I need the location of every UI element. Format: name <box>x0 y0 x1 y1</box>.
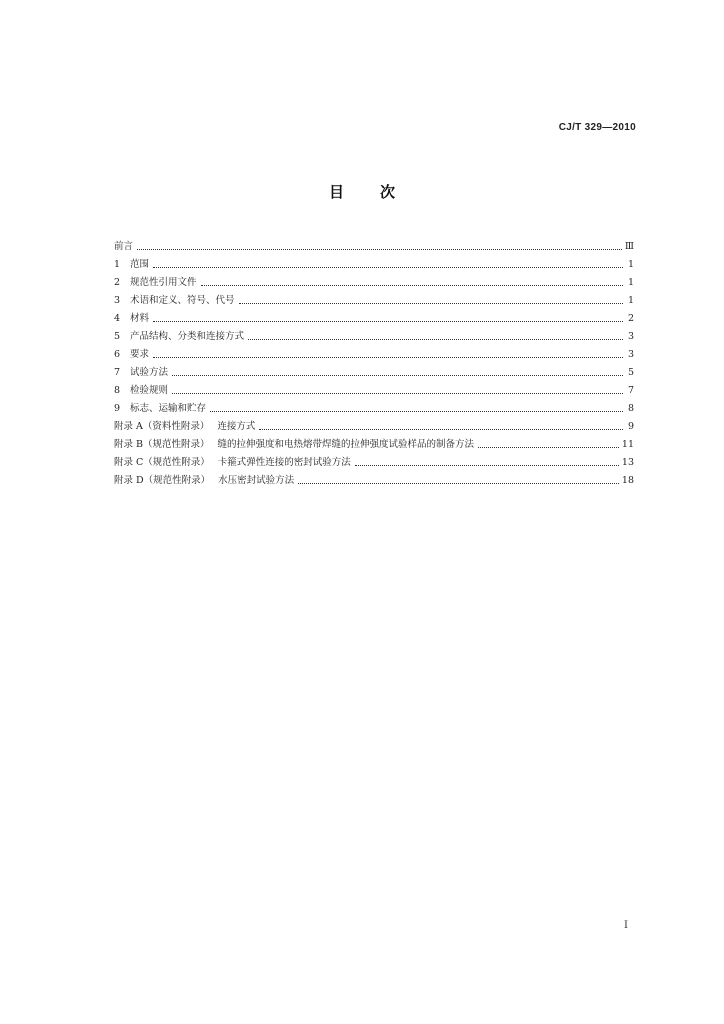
page-title-char-1: 目 <box>328 183 344 201</box>
toc-entry-label: 术语和定义、符号、代号 <box>130 295 235 306</box>
toc-entry-page: 1 <box>627 259 634 270</box>
toc-leader-dots <box>239 302 623 304</box>
toc-entry-label: 检验规则 <box>130 385 169 396</box>
toc-entry[interactable] <box>114 361 634 379</box>
toc-entry-label: 附录 A（资料性附录） <box>114 421 210 432</box>
toc-entry[interactable] <box>114 451 634 469</box>
toc-entry-page: 3 <box>627 349 634 360</box>
toc-entry-page: 18 <box>621 475 634 486</box>
toc-entry-label: 附录 B（规范性附录） <box>114 439 210 450</box>
toc-entry-page: 1 <box>627 277 634 288</box>
toc-entry-label: 要求 <box>130 349 150 360</box>
toc-leader-dots <box>355 464 619 466</box>
toc-entry-number: 9 <box>114 403 121 414</box>
page-title <box>0 181 724 202</box>
toc-leader-dots <box>210 410 623 412</box>
toc-entry-page: 2 <box>627 313 634 324</box>
toc-entry-page: 3 <box>627 331 634 342</box>
toc-entry-label: 材料 <box>130 313 150 324</box>
toc-leader-dots <box>153 266 623 268</box>
toc-entry[interactable] <box>114 343 634 361</box>
toc-entry[interactable] <box>114 415 634 433</box>
toc-entry-label: 范围 <box>130 259 150 270</box>
toc-entry[interactable] <box>114 433 634 451</box>
toc-entry-number: 8 <box>114 385 121 396</box>
toc-entry-subtitle: 连接方式 <box>217 421 256 432</box>
toc-entry-number: 2 <box>114 277 121 288</box>
toc-leader-dots <box>298 482 619 484</box>
toc-entry-number: 5 <box>114 331 121 342</box>
toc-entry[interactable] <box>114 235 634 253</box>
toc-entry-label: 附录 C（规范性附录） <box>114 457 210 468</box>
toc-leader-dots <box>259 428 623 430</box>
toc-entry-page: 13 <box>621 457 634 468</box>
toc-entry[interactable] <box>114 289 634 307</box>
table-of-contents <box>114 235 634 487</box>
toc-leader-dots <box>172 374 623 376</box>
toc-entry[interactable] <box>114 253 634 271</box>
toc-entry[interactable] <box>114 271 634 289</box>
toc-leader-dots <box>137 248 622 250</box>
toc-entry-number: 1 <box>114 259 121 270</box>
toc-entry-subtitle: 水压密封试验方法 <box>218 475 295 486</box>
toc-entry-page: Ⅲ <box>624 241 634 252</box>
toc-entry[interactable] <box>114 307 634 325</box>
toc-entry-page: 1 <box>627 295 634 306</box>
toc-entry-page: 7 <box>627 385 634 396</box>
toc-entry[interactable] <box>114 397 634 415</box>
toc-entry-page: 8 <box>627 403 634 414</box>
toc-leader-dots <box>248 338 623 340</box>
toc-entry-label: 附录 D（规范性附录） <box>114 475 211 486</box>
toc-entry-label: 产品结构、分类和连接方式 <box>130 331 245 342</box>
toc-entry-page: 5 <box>627 367 634 378</box>
toc-leader-dots <box>153 356 623 358</box>
toc-entry[interactable] <box>114 325 634 343</box>
toc-entry-label: 前言 <box>114 241 134 252</box>
toc-leader-dots <box>201 284 623 286</box>
standard-code: CJ/T 329—2010 <box>558 122 636 133</box>
page-number: I <box>624 920 628 931</box>
toc-leader-dots <box>172 392 623 394</box>
toc-entry-subtitle: 卡箍式弹性连接的密封试验方法 <box>217 457 351 468</box>
toc-leader-dots <box>478 446 619 448</box>
toc-entry-label: 试验方法 <box>130 367 169 378</box>
toc-leader-dots <box>153 320 623 322</box>
toc-entry-number: 4 <box>114 313 121 324</box>
toc-entry-number: 3 <box>114 295 121 306</box>
toc-entry-subtitle: 缝的拉伸强度和电热熔带焊缝的拉伸强度试验样品的制备方法 <box>217 439 475 450</box>
toc-entry-number: 7 <box>114 367 121 378</box>
toc-entry-label: 规范性引用文件 <box>130 277 197 288</box>
toc-entry-number: 6 <box>114 349 121 360</box>
toc-entry-page: 11 <box>621 439 634 450</box>
toc-entry-label: 标志、运输和贮存 <box>130 403 207 414</box>
page-title-char-2: 次 <box>380 183 396 201</box>
toc-entry[interactable] <box>114 469 634 487</box>
toc-entry-page: 9 <box>627 421 634 432</box>
toc-entry[interactable] <box>114 379 634 397</box>
